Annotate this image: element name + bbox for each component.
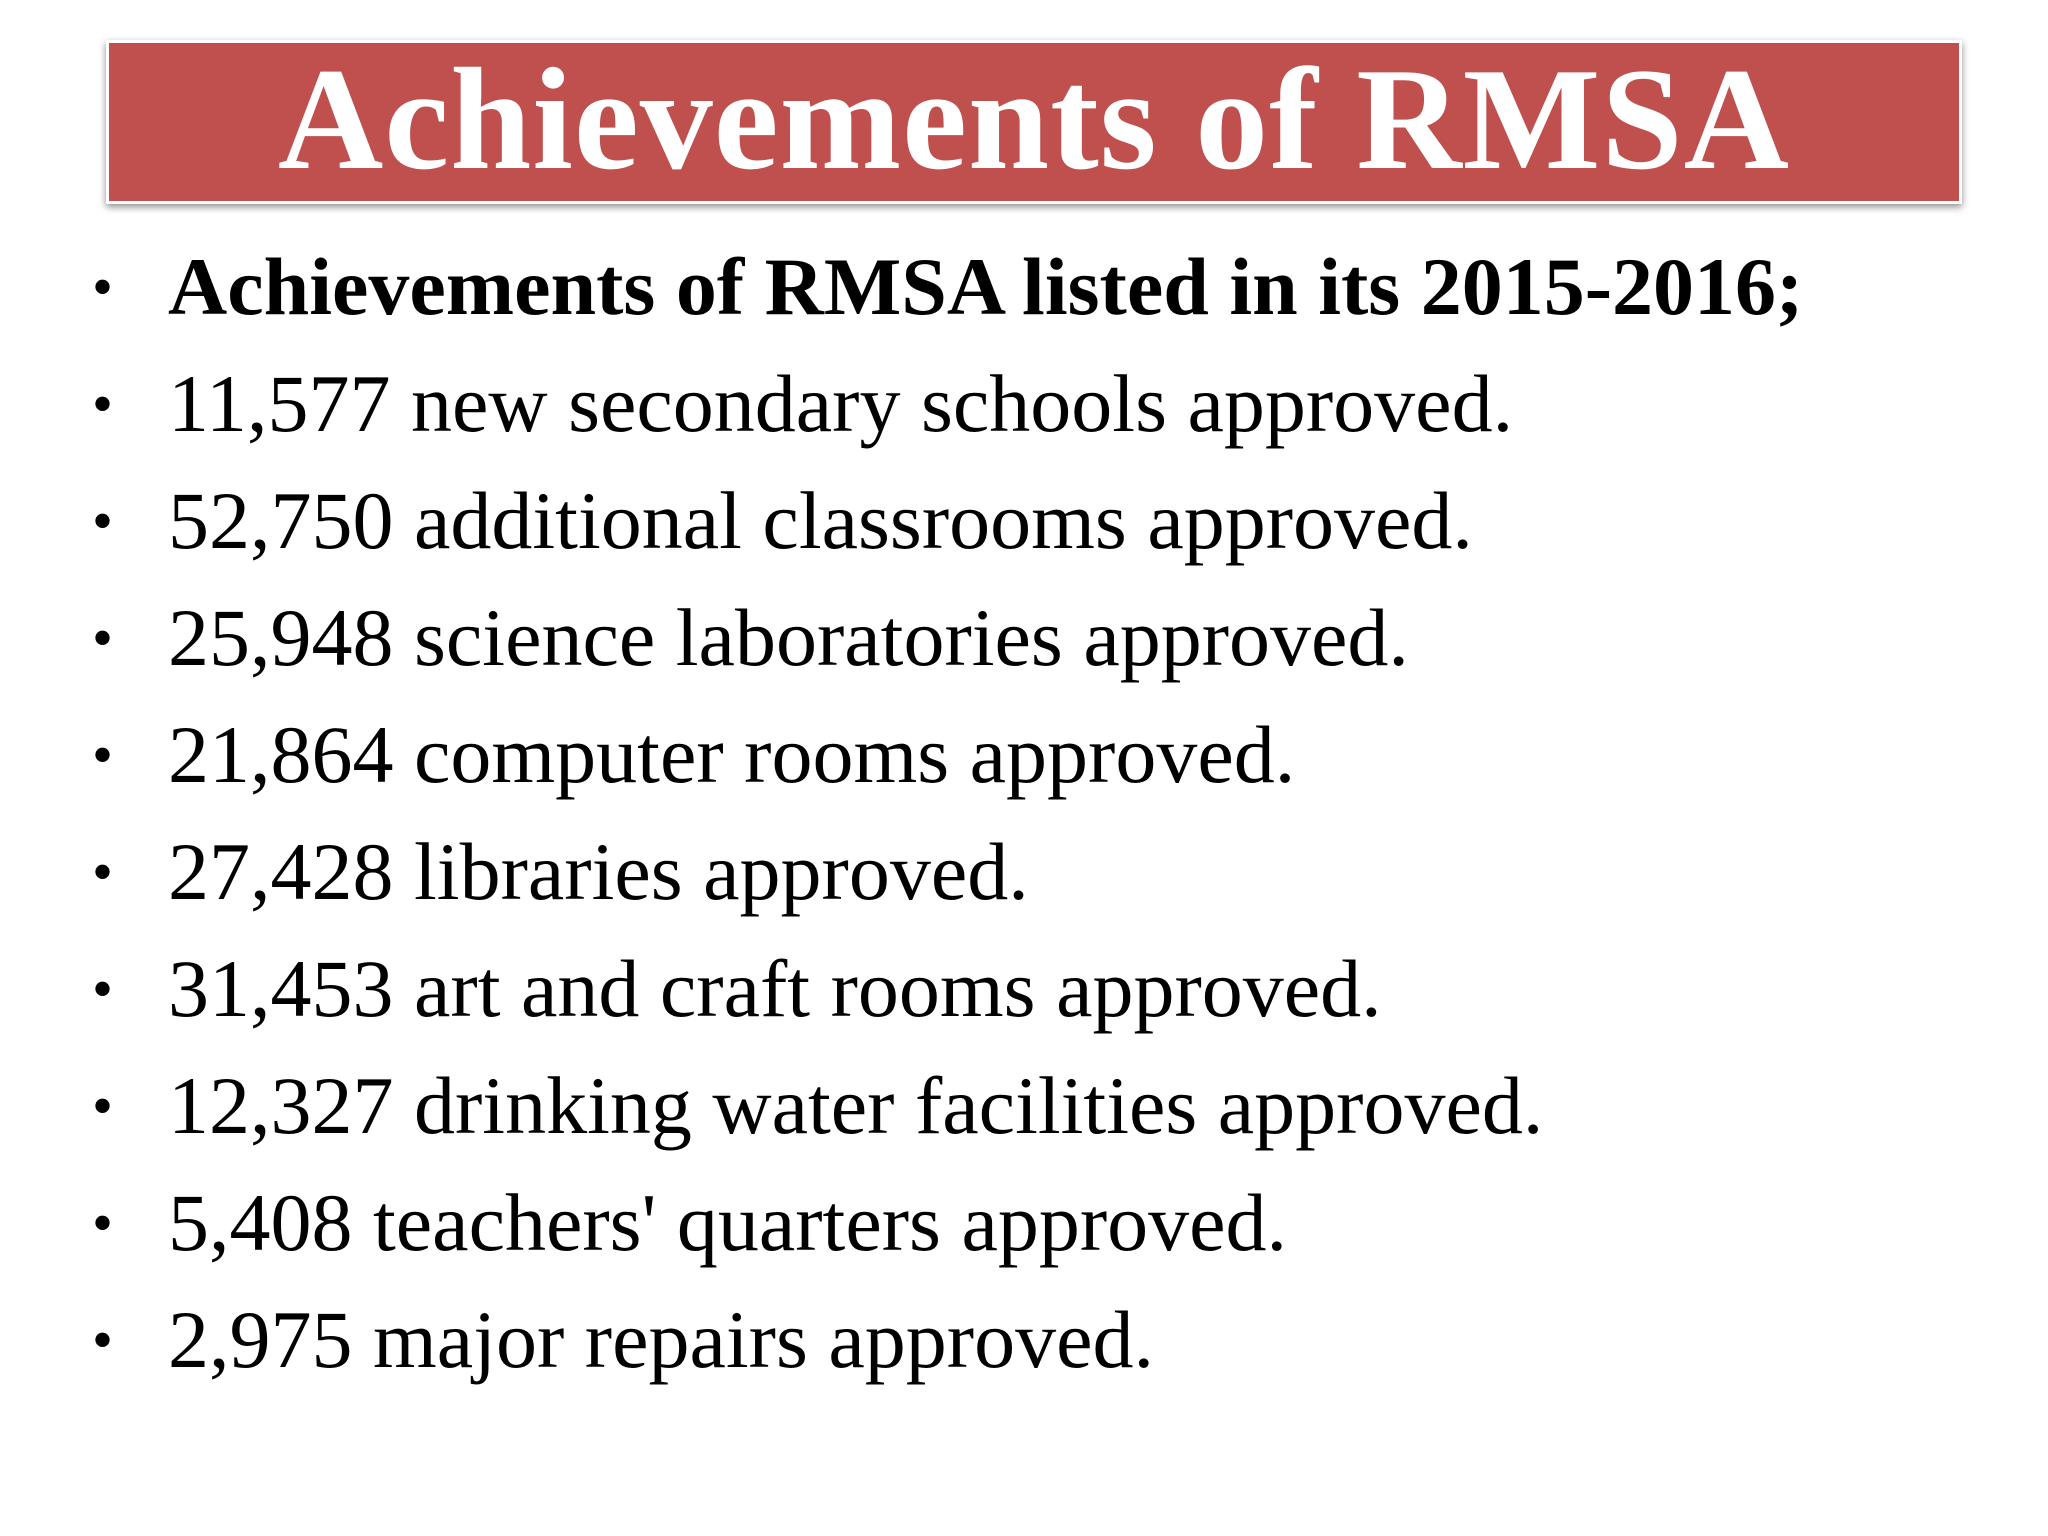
bullet-item [0, 930, 2048, 1047]
bullet-text: 52,750 additional classrooms approved. [168, 474, 1473, 566]
bullet-dot-icon: • [92, 1189, 114, 1256]
bullet-text: 5,408 teachers' quarters approved. [168, 1176, 1288, 1268]
bullet-dot-icon: • [92, 721, 114, 788]
bullet-item [0, 1047, 2048, 1164]
bullet-item [0, 1281, 2048, 1398]
bullet-item [0, 345, 2048, 462]
bullet-text: 2,975 major repairs approved. [168, 1293, 1154, 1385]
bullet-dot-icon: • [92, 838, 114, 905]
bullet-item [0, 696, 2048, 813]
bullet-item [0, 579, 2048, 696]
bullet-item [0, 813, 2048, 930]
bullet-text: Achievements of RMSA listed in its 2015-2016; [168, 240, 1804, 332]
bullet-text: 11,577 new secondary schools approved. [168, 357, 1514, 449]
title-banner [106, 40, 1962, 204]
bullet-text: 12,327 drinking water facilities approved. [168, 1059, 1544, 1151]
bullet-text: 31,453 art and craft rooms approved. [168, 942, 1382, 1034]
bullet-text: 27,428 libraries approved. [168, 825, 1029, 917]
bullet-dot-icon: • [92, 604, 114, 671]
bullet-dot-icon: • [92, 370, 114, 437]
bullet-dot-icon: • [92, 1072, 114, 1139]
bullet-text: 25,948 science laboratories approved. [168, 591, 1409, 683]
bullet-dot-icon: • [92, 1306, 114, 1373]
bullet-item [0, 1164, 2048, 1281]
bullet-dot-icon: • [92, 253, 114, 320]
bullet-dot-icon: • [92, 487, 114, 554]
bullet-text: 21,864 computer rooms approved. [168, 708, 1296, 800]
bullet-list [0, 228, 2048, 1398]
bullet-item-heading [0, 228, 2048, 345]
slide-title: Achievements of RMSA [277, 38, 1791, 200]
bullet-dot-icon: • [92, 955, 114, 1022]
bullet-item [0, 462, 2048, 579]
